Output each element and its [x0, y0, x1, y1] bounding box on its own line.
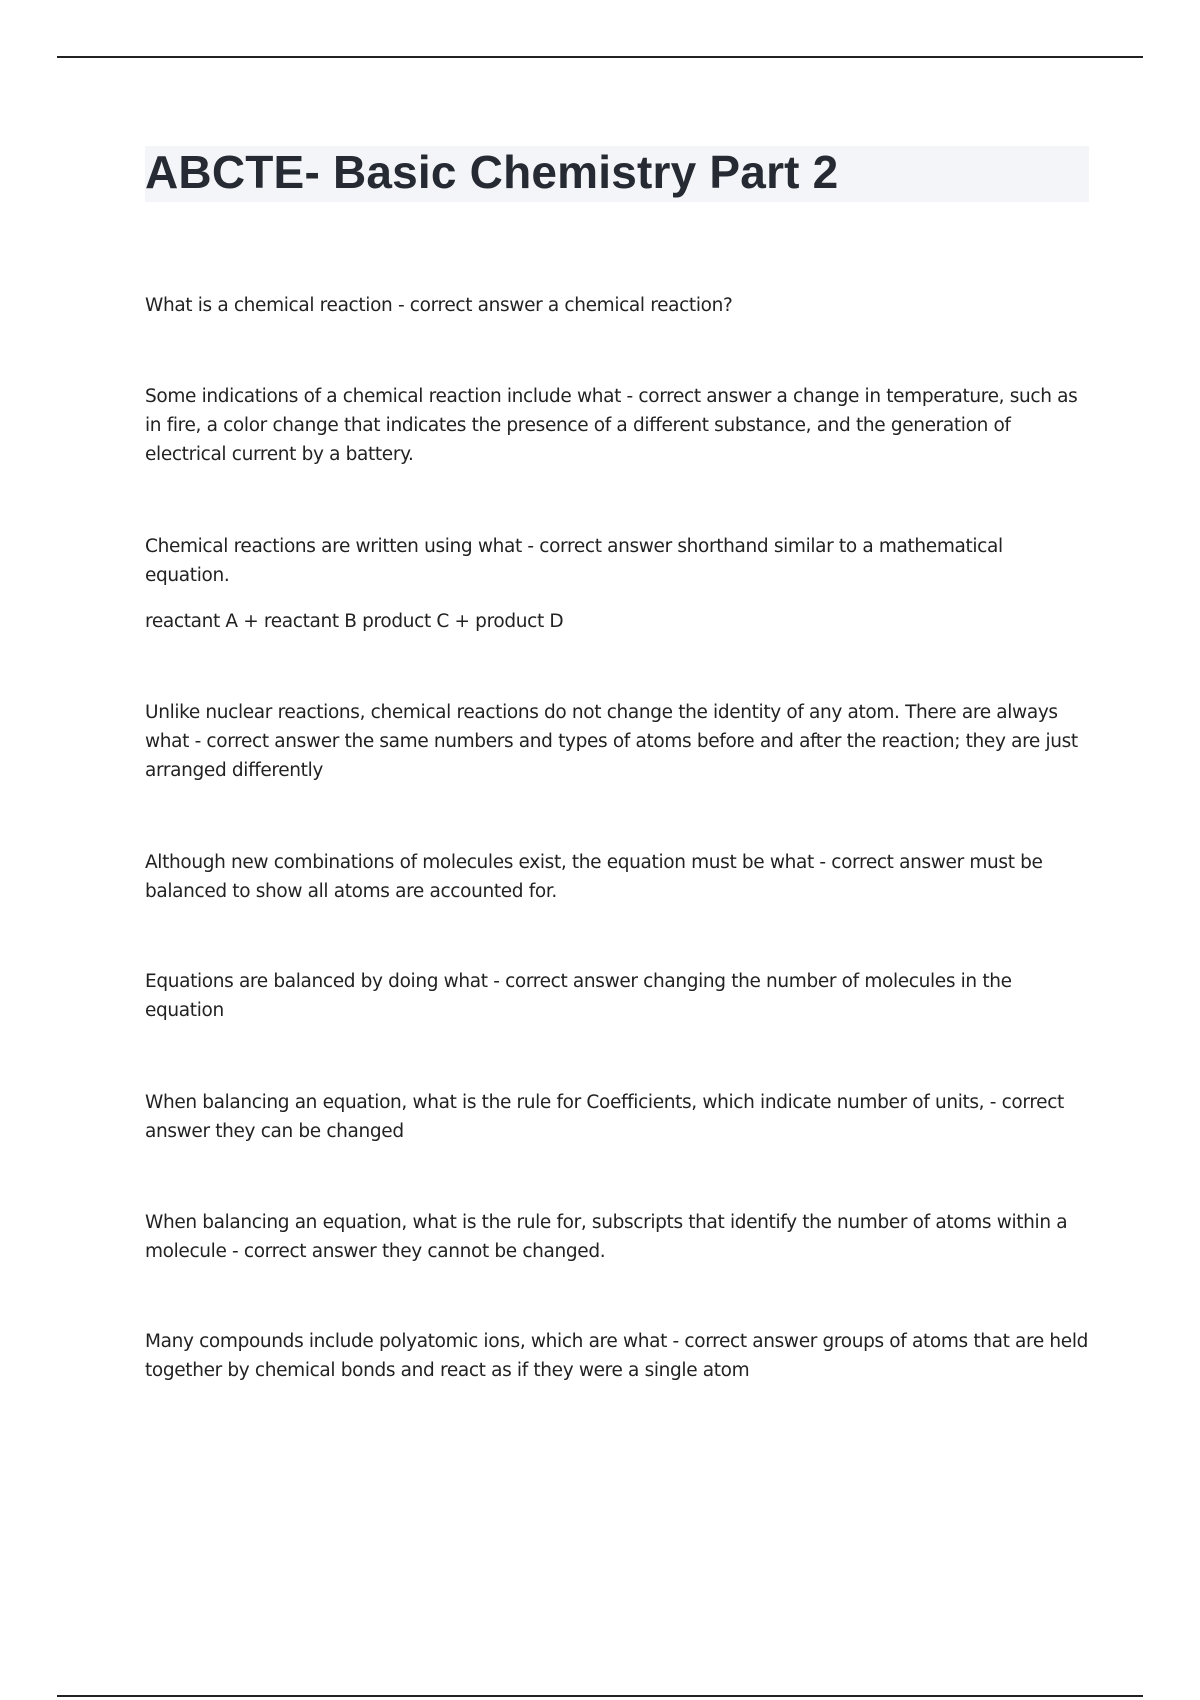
- bottom-divider: [57, 1695, 1143, 1697]
- top-divider: [57, 56, 1143, 58]
- qa-item-4: Unlike nuclear reactions, chemical reactions do not change the identity of any atom. There are always what - correct answer the same numbers and types of atoms before and after the reaction; they are just arranged differently: [145, 702, 1078, 781]
- qa-item-7: When balancing an equation, what is the rule for Coefficients, which indicate number of units, - correct answer they can be changed: [145, 1092, 1064, 1142]
- qa-item-2: Some indications of a chemical reaction include what - correct answer a change in temperature, such as in fire, a color change that indicates the presence of a different substance, and the generation of electrical current by a battery.: [145, 386, 1078, 465]
- qa-item-3-equation: reactant A + reactant B product C + product D: [145, 611, 564, 632]
- qa-item-9: Many compounds include polyatomic ions, which are what - correct answer groups of atoms that are held together by chemical bonds and react as if they were a single atom: [145, 1331, 1089, 1381]
- qa-item-8: When balancing an equation, what is the rule for, subscripts that identify the number of atoms within a molecule - correct answer they cannot be changed.: [145, 1212, 1068, 1262]
- qa-item-6: Equations are balanced by doing what - correct answer changing the number of molecules in the equation: [145, 971, 1012, 1021]
- document-title: ABCTE- Basic Chemistry Part 2: [145, 146, 839, 198]
- qa-item-5: Although new combinations of molecules exist, the equation must be what - correct answer must be balanced to show all atoms are accounted for.: [145, 852, 1043, 902]
- qa-item-1: What is a chemical reaction - correct answer a chemical reaction?: [145, 295, 733, 316]
- qa-item-3: Chemical reactions are written using what - correct answer shorthand similar to a mathematical equation.: [145, 536, 1003, 586]
